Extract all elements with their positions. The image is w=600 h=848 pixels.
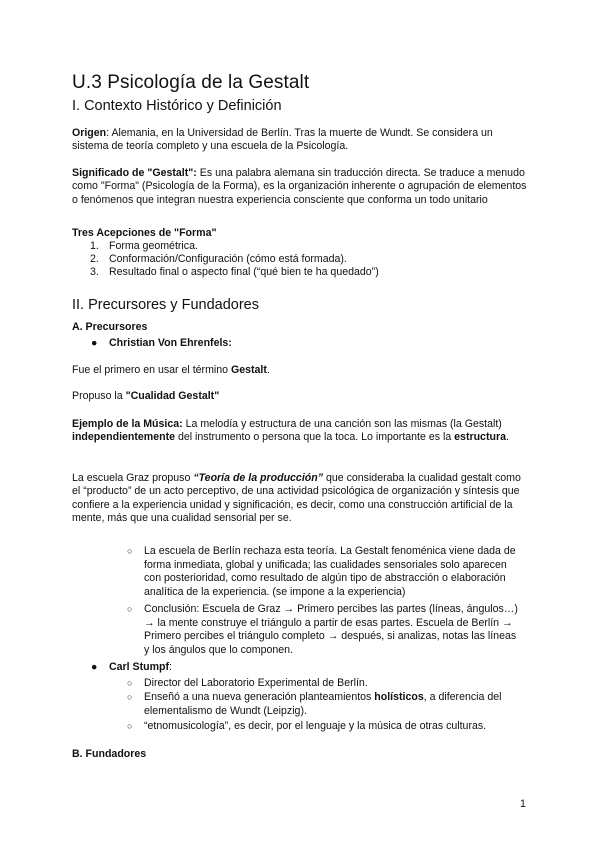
list-item: ○ “etnomusicología”, es decir, por el lenguaje y la música de otras culturas. [127, 720, 487, 732]
musica-paragraph: Ejemplo de la Música: La melodía y estructura de una canción son las mismas (la Gestalt) independientemente del instrumento o persona que la toca. Lo importante es la estructura. [72, 418, 509, 444]
section-heading-precursores: II. Precursores y Fundadores [72, 297, 259, 313]
origen-label: Origen [72, 127, 107, 139]
bullet-circle-icon: ○ [127, 692, 133, 702]
ehrenfels-name: Christian Von Ehrenfels: [109, 337, 232, 349]
list-item: ○ Enseñó a una nueva generación planteamientos holísticos, a diferencia del elementalismo de Wundt (Leipzig). [127, 691, 502, 717]
origen-text: : Alemania, en la Universidad de Berlín. Tras la muerte de Wundt. Se considera un sistema de teoría completo y una escuela de la Psicología. [72, 127, 493, 153]
significado-text: Es una palabra alemana sin traducción directa. Se traduce a menudo como "Forma" (Psicología de la Forma), es la organización inherente o agrupación de elementos o fenómenos que integran nuestra experiencia consciente que conforma un todo unitario [72, 167, 527, 206]
list-item: ○ La escuela de Berlín rechaza esta teoría. La Gestalt fenoménica viene dada de forma inmediata, global y unificada; las cualidades sensoriales solo aparecen con posterioridad, como resultado de algún tipo de abstracción o elaboración analítica de la experiencia. (se impone a la experiencia) [127, 545, 516, 598]
primer-termino-paragraph: Fue el primero en usar el término Gestalt. [72, 364, 270, 376]
list-item: ○ Conclusión: Escuela de Graz → Primero percibes las partes (líneas, ángulos…) → la mente construye el triángulo a partir de esas partes. Escuela de Berlín → Primero percibes el triángulo completo → después, si analizas, notas las líneas y los ángulos que lo componen. [127, 603, 518, 656]
subheading-precursores: A. Precursores [72, 321, 148, 333]
bullet-dot-icon: ● [91, 337, 98, 349]
significado-label: Significado de "Gestalt": [72, 167, 197, 179]
bullet-circle-icon: ○ [127, 678, 133, 688]
bullet-circle-icon: ○ [127, 604, 133, 614]
musica-label: Ejemplo de la Música: [72, 418, 183, 430]
graz-paragraph: La escuela Graz propuso “Teoría de la producción” que consideraba la cualidad gestalt como el “producto” de un acto perceptivo, de una actividad psicológica de organización y síntesis que confiere a la experiencia unidad y significación, es decir, como una construcción artificial de la mente, más que una cualidad sensorial per se. [72, 472, 521, 525]
bullet-circle-icon: ○ [127, 721, 133, 731]
section-heading-contexto: I. Contexto Histórico y Definición [72, 98, 282, 114]
bullet-circle-icon: ○ [127, 546, 133, 556]
page-title: U.3 Psicología de la Gestalt [72, 72, 310, 93]
list-item: 2. Conformación/Configuración (cómo está formada). [90, 253, 347, 265]
bullet-dot-icon: ● [91, 661, 98, 673]
significado-paragraph [72, 167, 532, 207]
stumpf-name: Carl Stumpf: [109, 661, 172, 673]
origen-paragraph [72, 127, 532, 154]
page-number: 1 [520, 798, 526, 810]
list-item: 3. Resultado final o aspecto final (“qué bien te ha quedado”) [90, 266, 379, 278]
acepciones-list [72, 240, 379, 279]
cualidad-paragraph: Propuso la "Cualidad Gestalt" [72, 390, 220, 402]
list-item: 1. Forma geométrica. [90, 240, 198, 252]
subheading-fundadores: B. Fundadores [72, 748, 147, 760]
list-item: ○ Director del Laboratorio Experimental de Berlín. [127, 677, 368, 689]
acepciones-heading: Tres Acepciones de "Forma" [72, 227, 217, 239]
